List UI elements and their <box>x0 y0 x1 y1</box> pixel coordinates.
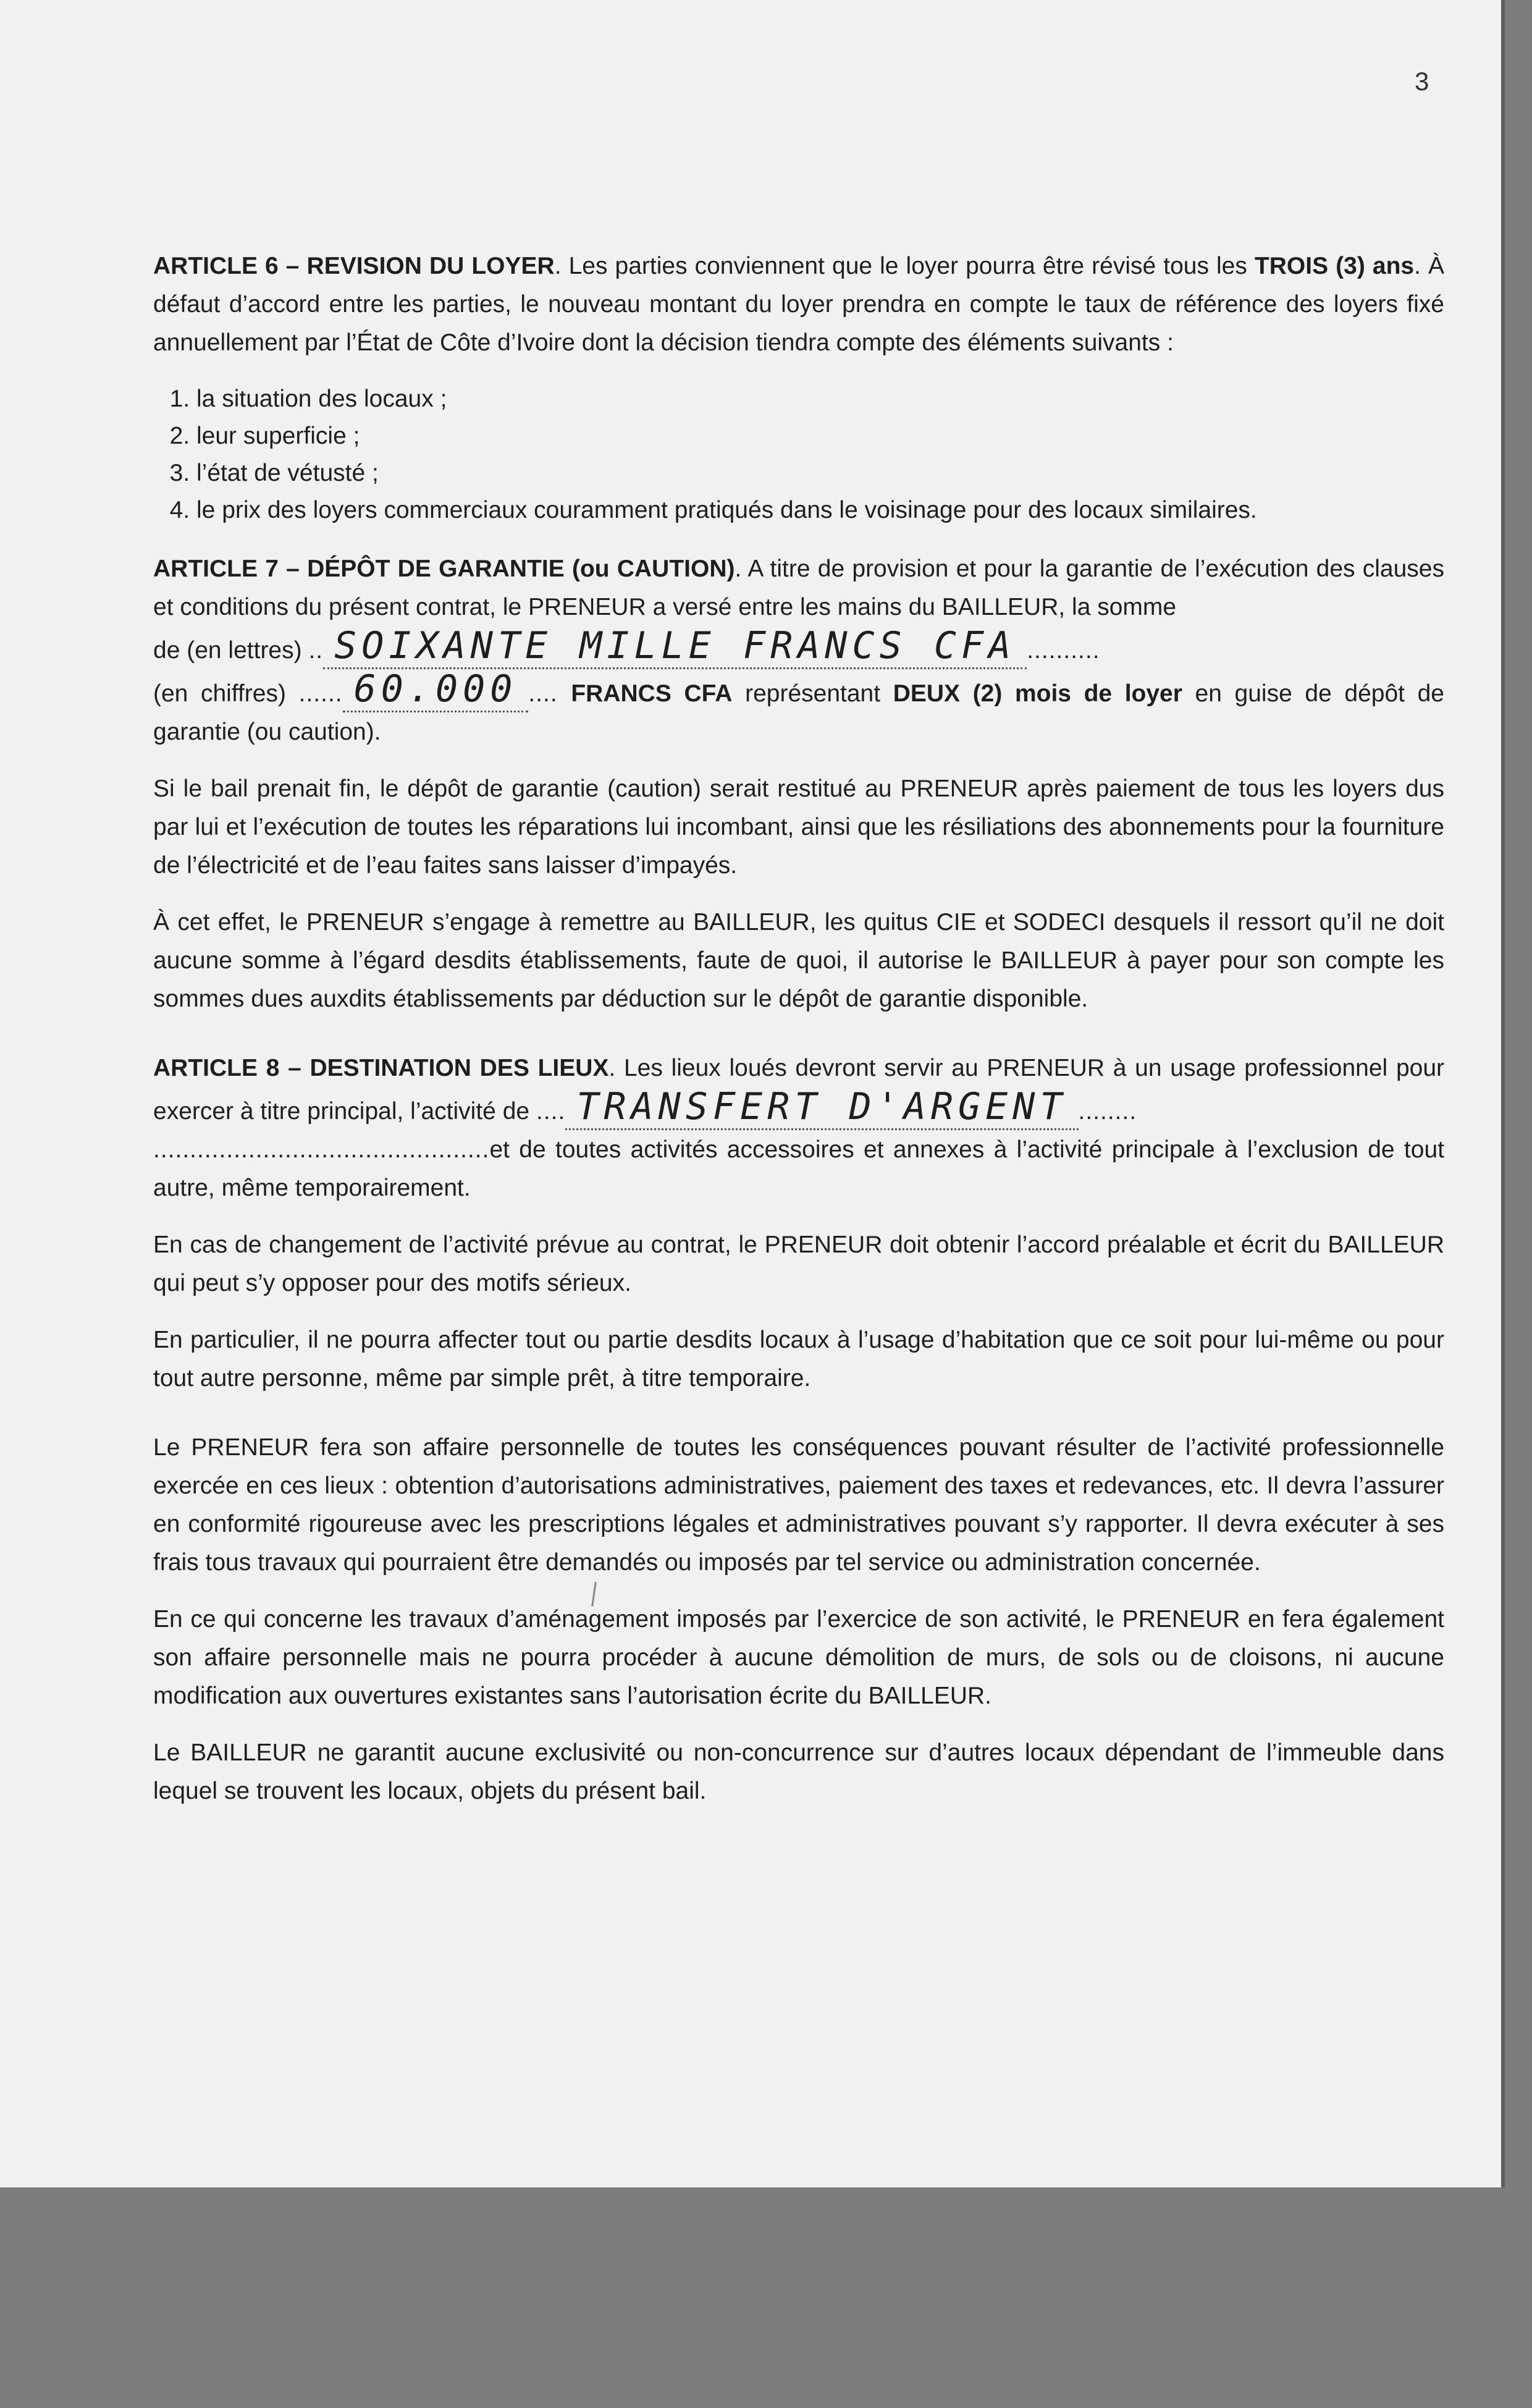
activity-value: TRANSFERT D'ARGENT <box>565 1085 1078 1130</box>
article-7-paragraph <box>153 550 1444 751</box>
article-6-paragraph <box>153 247 1444 362</box>
article-7-text-b: en guise de dépôt de garantie (ou caution). <box>153 680 1444 745</box>
currency-label: FRANCS CFA <box>571 680 733 707</box>
amount-letters-line: de (en lettres) .. SOIXANTE MILLE FRANCS CFA .......... <box>153 637 1100 664</box>
article-8-paragraph-3: En particulier, il ne pourra affecter tout ou partie desdits locaux à l’usage d’habitation que ce soit pour lui-même ou pour tout autre personne, même par simple prêt, à titre temporaire. <box>153 1327 1444 1392</box>
amount-letters-value: SOIXANTE MILLE FRANCS CFA <box>323 624 1027 669</box>
article-8-text-a: . Les lieux loués devront servir au PRENEUR à un usage professionnel pour exercer à titre principal, l’activité de <box>153 1055 1444 1125</box>
article-8-text-b: et de toutes activités accessoires et annexes à l’activité principale à l’exclusion de tout autre, même temporairement. <box>153 1136 1444 1201</box>
article-6-list <box>153 381 1444 529</box>
article-6-title: ARTICLE 6 – REVISION DU LOYER <box>153 253 555 279</box>
article-7-title: ARTICLE 7 – DÉPÔT DE GARANTIE (ou CAUTION) <box>153 556 735 582</box>
list-item: 3. l’état de vétusté ; <box>196 455 1444 492</box>
page-number: 3 <box>1415 67 1429 96</box>
article-7-paragraph-2: Si le bail prenait fin, le dépôt de garantie (caution) serait restitué au PRENEUR après paiement de tous les loyers dus par lui et l’exécution de toutes les réparations lui incombant, ainsi que les résiliations des abonnements pour la fourniture de l’électricité et de l’eau faites sans laisser d’impayés. <box>153 775 1444 879</box>
amount-letters-label: de (en lettres) <box>153 637 302 664</box>
list-item: 4. le prix des loyers commerciaux couramment pratiqués dans le voisinage pour des locaux similaires. <box>196 492 1444 529</box>
amount-figures-value: 60.000 <box>343 667 529 712</box>
article-7-text-a: . A titre de provision et pour la garantie de l’exécution des clauses et conditions du présent contrat, le PRENEUR a versé entre les mains du BAILLEUR, la somme <box>153 556 1445 620</box>
article-7-paragraph-3: À cet effet, le PRENEUR s’engage à remettre au BAILLEUR, les quitus CIE et SODECI desquels il ressort qu’il ne doit aucune somme à l’égard desdits établissements, faute de quoi, il autorise le BAILLEUR à payer pour son compte les sommes dues auxdits établissements par déduction sur le dépôt de garantie disponible. <box>153 909 1444 1012</box>
article-8-paragraph-2: En cas de changement de l’activité prévue au contrat, le PRENEUR doit obtenir l’accord préalable et écrit du BAILLEUR qui peut s’y opposer pour des motifs sérieux. <box>153 1231 1444 1296</box>
article-8-title: ARTICLE 8 – DESTINATION DES LIEUX <box>153 1055 609 1081</box>
deposit-months: DEUX (2) mois de loyer <box>893 680 1182 707</box>
article-8-paragraph-5: En ce qui concerne les travaux d’aménagement imposés par l’exercice de son activité, le PRENEUR en fera également son affaire personnelle mais ne pourra procéder à aucune démolition de murs, de sols ou de cloisons, ni aucune modification aux ouvertures existantes sans l’autorisation écrite du BAILLEUR. <box>153 1606 1444 1709</box>
article-8-paragraph: ARTICLE 8 – DESTINATION DES LIEUX. Les lieux loués devront servir au PRENEUR à un usage professionnel pour exercer à titre principal, l’activité de .... TRANSFERT D'ARGENT ........ ..............................................et de toutes activités accessoires et annexes à l’activité principale à l’exclusion de tout autre, même temporairement. <box>153 1055 1444 1201</box>
amount-figures-label: (en chiffres) <box>153 680 286 707</box>
document-body <box>153 247 1444 1829</box>
article-6-strong: TROIS (3) ans <box>1254 253 1415 279</box>
article-8-paragraph-4: Le PRENEUR fera son affaire personnelle de toutes les conséquences pouvant résulter de l’activité professionnelle exercée en ces lieux : obtention d’autorisations administratives, paiement des taxes et redevances, etc. Il devra l’assurer en conformité rigoureuse avec les prescriptions légales et administratives pouvant s’y rapporter. Il devra exécuter à ses frais tous travaux qui pourraient être demandés ou imposés par tel service ou administration concernée. <box>153 1434 1444 1576</box>
amount-figures-line: (en chiffres) ...... 60.000 .... FRANCS CFA représentant DEUX (2) mois de loyer <box>153 680 1182 707</box>
list-item: 2. leur superficie ; <box>196 418 1444 455</box>
article-7-rep: représentant <box>732 680 893 707</box>
article-6-text-a: . Les parties conviennent que le loyer pourra être révisé tous les <box>554 253 1255 279</box>
article-8-paragraph-6: Le BAILLEUR ne garantit aucune exclusivité ou non-concurrence sur d’autres locaux dépendant de l’immeuble dans lequel se trouvent les locaux, objets du présent bail. <box>153 1739 1444 1804</box>
list-item: 1. la situation des locaux ; <box>196 381 1444 418</box>
article-6-text-b: . À défaut d’accord entre les parties, le nouveau montant du loyer prendra en compte le taux de référence des loyers fixé annuellement par l’État de Côte d’Ivoire dont la décision tiendra compte des éléments suivants : <box>153 253 1444 356</box>
